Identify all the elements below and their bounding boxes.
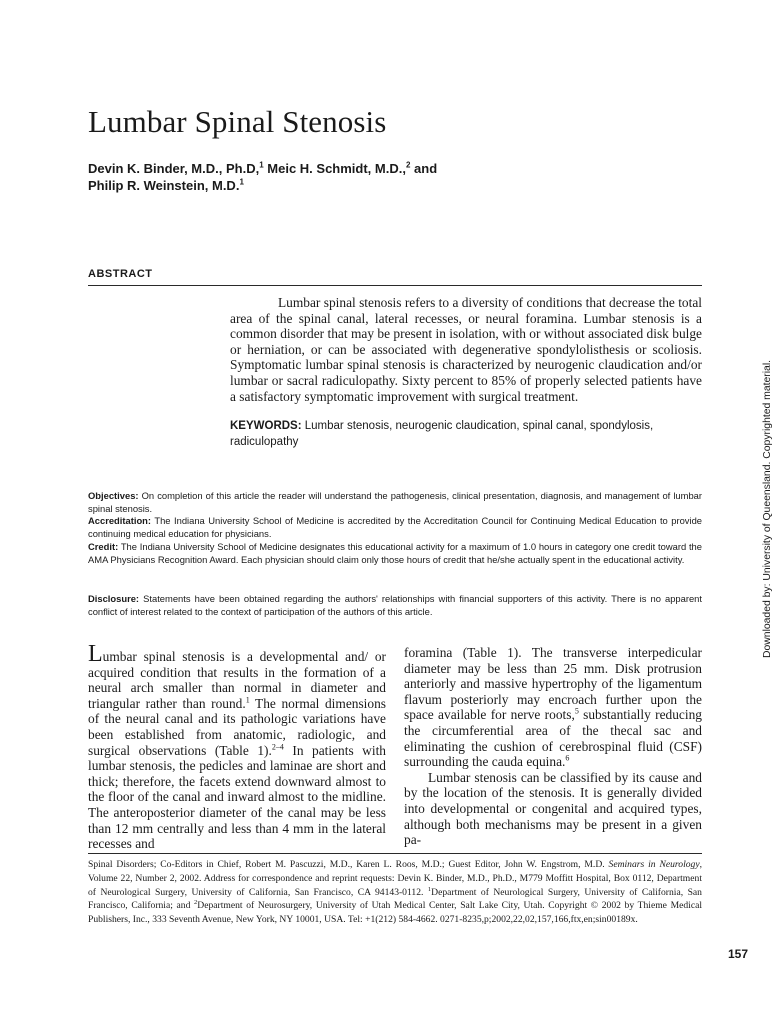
- author-schmidt: Meic H. Schmidt, M.D.,: [263, 161, 406, 176]
- body-text: Lumbar stenosis can be classified by its cause and by the location of the stenosis. It is generally divided into developmental or congenital and acquired types, although both mechanisms may be present in a given pa-: [404, 769, 702, 848]
- footnote-text: , Volume 22, Number 2, 2002. Address for correspondence and reprint requests: Devin K. Binder, M.D., Ph.D., M779 Moffitt Hospital, Box 0112, Department of Neurological Surgery, University of California, San Francisco, CA 94143-0112.: [88, 859, 702, 898]
- reference-mark: 1: [245, 695, 250, 705]
- keywords-list: Lumbar stenosis, neurogenic claudication, spinal canal, spondylosis, radiculopathy: [230, 420, 654, 448]
- body-column-right: [404, 645, 702, 848]
- author-line-1: [88, 160, 437, 177]
- drop-cap: L: [88, 641, 103, 667]
- author-conjunction: and: [410, 161, 438, 176]
- affiliation-mark: 1: [427, 885, 432, 893]
- objectives-label: Objectives:: [88, 490, 139, 501]
- journal-name: Seminars in Neurology: [608, 859, 700, 870]
- footnote-text: Spinal Disorders; Co-Editors in Chief, Robert M. Pascuzzi, M.D., Karen L. Roos, M.D.; Guest Editor, John W. Engstrom, M.D.: [88, 859, 609, 870]
- page-number: 157: [728, 947, 749, 961]
- author-list: [88, 160, 437, 194]
- reference-mark: 2–4: [271, 742, 284, 752]
- keywords-label: KEYWORDS:: [230, 420, 302, 432]
- disclosure-label: Disclosure:: [88, 593, 140, 604]
- affiliation-mark: 2: [194, 899, 198, 907]
- disclosure-paragraph: [88, 593, 702, 618]
- footnote: [88, 858, 702, 927]
- objectives-text: On completion of this article the reader will understand the pathogenesis, clinical presentation, diagnosis, and management of lumbar spinal stenosis.: [88, 490, 702, 514]
- abstract-heading: ABSTRACT: [88, 268, 153, 280]
- body-text: The normal dimensions of the neural canal and its pathologic variations have been established from anatomic, radiologic, and surgical observations (Table 1).: [88, 695, 386, 758]
- reference-mark: 6: [565, 753, 570, 763]
- credit-label: Credit:: [88, 540, 119, 552]
- author-line-2: [88, 177, 437, 194]
- objectives-paragraph: [88, 490, 702, 515]
- disclosure-text: Statements have been obtained regarding the authors' relationships with financial supporters of this activity. There is no apparent conflict of interest related to the context of participation of the authors of this article.: [88, 593, 702, 617]
- keywords: [230, 419, 702, 450]
- author-binder: Devin K. Binder, M.D., Ph.D,: [88, 161, 260, 176]
- body-text: foramina (Table 1). The transverse interpedicular diameter may be less than 25 mm. Disk protrusion anteriorly and massive hypertrophy of the ligamentum flavum posteriorly may encroach further upon the space available for nerve roots,: [404, 645, 702, 723]
- author-weinstein: Philip R. Weinstein, M.D.: [88, 178, 240, 193]
- footnote-text: Department of Neurological Surgery, University of California, San Francisco, California; and: [88, 886, 702, 912]
- footnote-text: Department of Neurosurgery, University of Utah Medical Center, Salt Lake City, Utah. Copyright © 2002 by Thieme Medical Publishers, Inc., 333 Seventh Avenue, New York, NY 10001, USA. Tel: +1(212) 584-4662. 0271-8235,p;2002,22,02,157,166,ftx,en;sin00189x.: [88, 900, 703, 926]
- abstract-paragraph: Lumbar spinal stenosis refers to a diversity of conditions that decrease the total area of the spinal canal, lateral recesses, or neural foramina. Lumbar stenosis is a common disorder that may be present in isolation, with or without associated disk bulge or herniation, or can be associated with degenerative spondylolisthesis or scoliosis. Symptomatic lumbar spinal stenosis is characterized by neurogenic claudication and/or lumbar or sacral radiculopathy. Sixty percent to 85% of properly selected patients have a satisfactory symptomatic improvement with surgical treatment.: [230, 295, 702, 404]
- disclosure-block: [88, 593, 702, 618]
- accreditation-label: Accreditation:: [88, 515, 152, 527]
- body-text: In patients with lumbar stenosis, the pedicles and laminae are short and thick; therefore, the facets extend downward almost to the floor of the canal and inward almost to the midline. The anteroposterior diameter of the canal may be less than 12 mm centrally and less than 4 mm in the lateral recesses and: [88, 742, 386, 852]
- abstract-text: [230, 295, 702, 404]
- footnote-divider: [88, 853, 702, 854]
- body-column-left: [88, 641, 386, 852]
- body-text: substantially reducing the circumferential area of the thecal sac and eliminating the cushion of cerebrospinal fluid (CSF) surrounding the cauda equina.: [404, 707, 702, 770]
- article-title: Lumbar Spinal Stenosis: [88, 104, 387, 139]
- reference-mark: 5: [574, 706, 579, 716]
- download-notice: Downloaded by: University of Queensland. Copyrighted material.: [762, 359, 773, 658]
- abstract-divider: [88, 285, 702, 286]
- credit-text: The Indiana University School of Medicine designates this educational activity for a maximum of 1.0 hours in category one credit toward the AMA Physicians Recognition Award. Each physician should claim only those hours of credit that he/she actually spent in the educational activity.: [88, 540, 702, 565]
- affiliation-mark: 2: [405, 160, 411, 170]
- affiliation-mark: 1: [259, 160, 264, 170]
- affiliation-mark: 1: [239, 177, 244, 187]
- accreditation-text: The Indiana University School of Medicine is accredited by the Accreditation Council for Continuing Medical Education to provide continuing medical education for physicians.: [88, 515, 702, 540]
- body-text: umbar spinal stenosis is a developmental and/ or acquired condition that results in the formation of a neural arch smaller than normal in diameter and triangular rather than round.: [88, 649, 386, 711]
- credit-paragraph: [88, 541, 702, 566]
- accreditation-paragraph: [88, 515, 702, 540]
- cme-block: [88, 490, 702, 566]
